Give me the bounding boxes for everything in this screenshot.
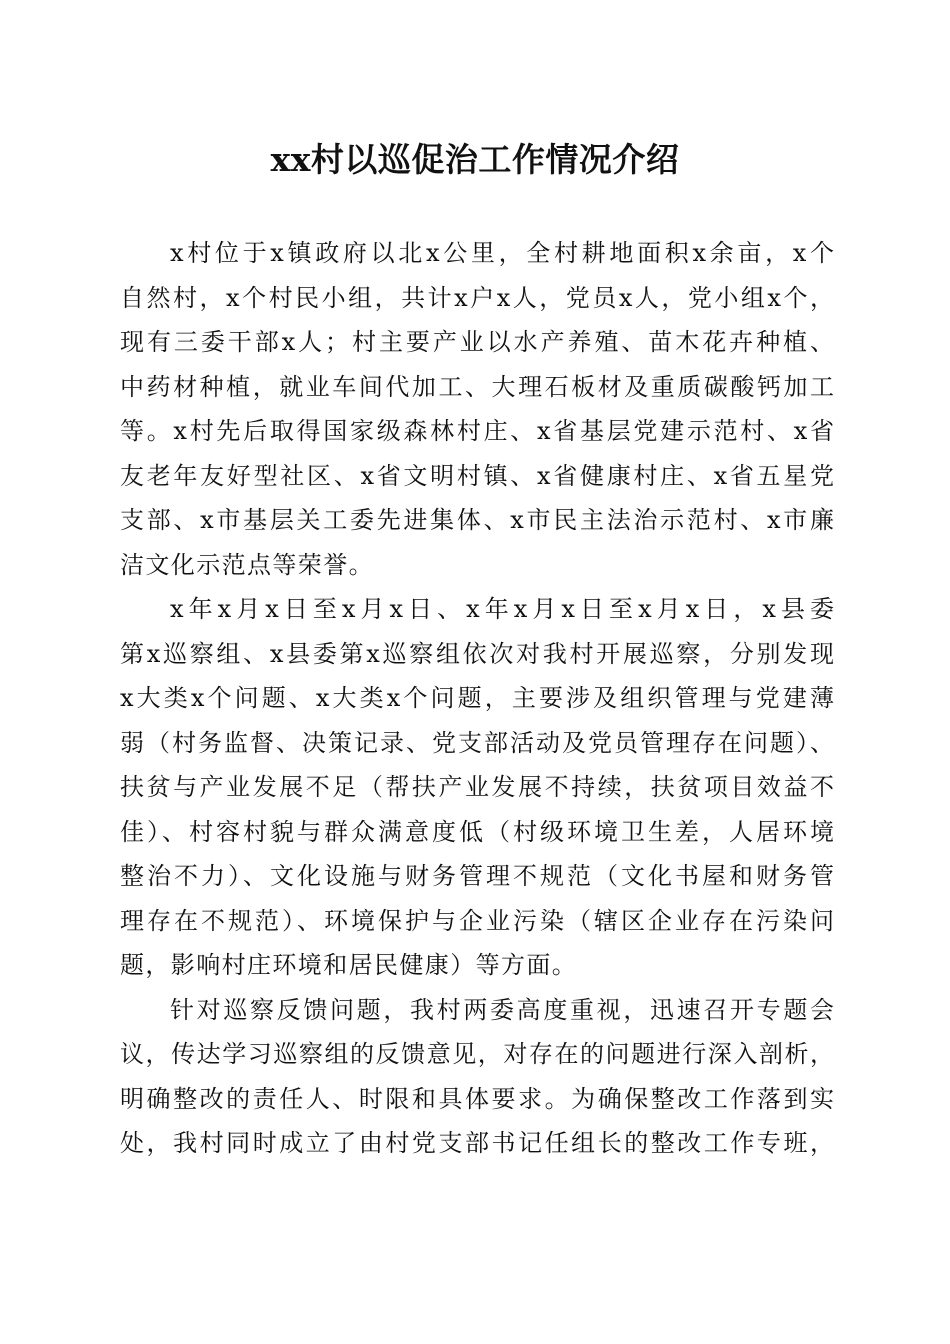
paragraph-line: 整治不力）、文化设施与财务管理不规范（文化书屋和财务管 <box>120 862 834 890</box>
paragraph-intro <box>120 231 834 587</box>
paragraph-line: 自然村，x个村民小组，共计x户x人，党员x人，党小组x个， <box>120 283 834 312</box>
paragraph-line: 洁文化示范点等荣誉。 <box>120 550 374 579</box>
paragraph-line: 针对巡察反馈问题，我村两委高度重视，迅速召开专题会 <box>170 995 834 1024</box>
paragraph-line: 题，影响村庄环境和居民健康）等方面。 <box>120 951 578 979</box>
paragraph-line: 扶贫与产业发展不足（帮扶产业发展不持续，扶贫项目效益不 <box>120 773 834 801</box>
paragraph-line: 中药材种植，就业车间代加工、大理石板材及重质碳酸钙加工 <box>120 372 834 401</box>
paragraph-line: 第x巡察组、x县委第x巡察组依次对我村开展巡察，分别发现 <box>120 639 834 668</box>
paragraph-line: 议，传达学习巡察组的反馈意见，对存在的问题进行深入剖析， <box>120 1040 834 1068</box>
paragraph-line: 等。x村先后取得国家级森林村庄、x省基层党建示范村、x省 <box>120 417 834 445</box>
paragraph-line: x年x月x日至x月x日、x年x月x日至x月x日，x县委 <box>170 595 834 623</box>
paragraph-line: 弱（村务监督、决策记录、党支部活动及党员管理存在问题）、 <box>120 728 834 757</box>
paragraph-line: 支部、x市基层关工委先进集体、x市民主法治示范村、x市廉 <box>120 506 834 534</box>
document-body <box>120 231 834 1166</box>
paragraph-line: 处，我村同时成立了由村党支部书记任组长的整改工作专班， <box>120 1129 834 1157</box>
paragraph-line: x大类x个问题、x大类x个问题，主要涉及组织管理与党建薄 <box>120 684 834 712</box>
paragraph-line: x村位于x镇政府以北x公里，全村耕地面积x余亩，x个 <box>170 239 834 267</box>
paragraph-line: 现有三委干部x人；村主要产业以水产养殖、苗木花卉种植、 <box>120 328 834 356</box>
paragraph-line: 理存在不规范）、环境保护与企业污染（辖区企业存在污染问 <box>120 906 834 935</box>
paragraph-line: 明确整改的责任人、时限和具体要求。为确保整改工作落到实 <box>120 1084 834 1113</box>
paragraph-line: 友老年友好型社区、x省文明村镇、x省健康村庄、x省五星党 <box>120 461 834 490</box>
paragraph-line: 佳）、村容村貌与群众满意度低（村级环境卫生差，人居环境 <box>120 817 834 846</box>
paragraph-inspection <box>120 587 834 988</box>
paragraph-rectification <box>120 988 834 1166</box>
page-title: xx村以巡促治工作情况介绍 <box>270 140 680 179</box>
